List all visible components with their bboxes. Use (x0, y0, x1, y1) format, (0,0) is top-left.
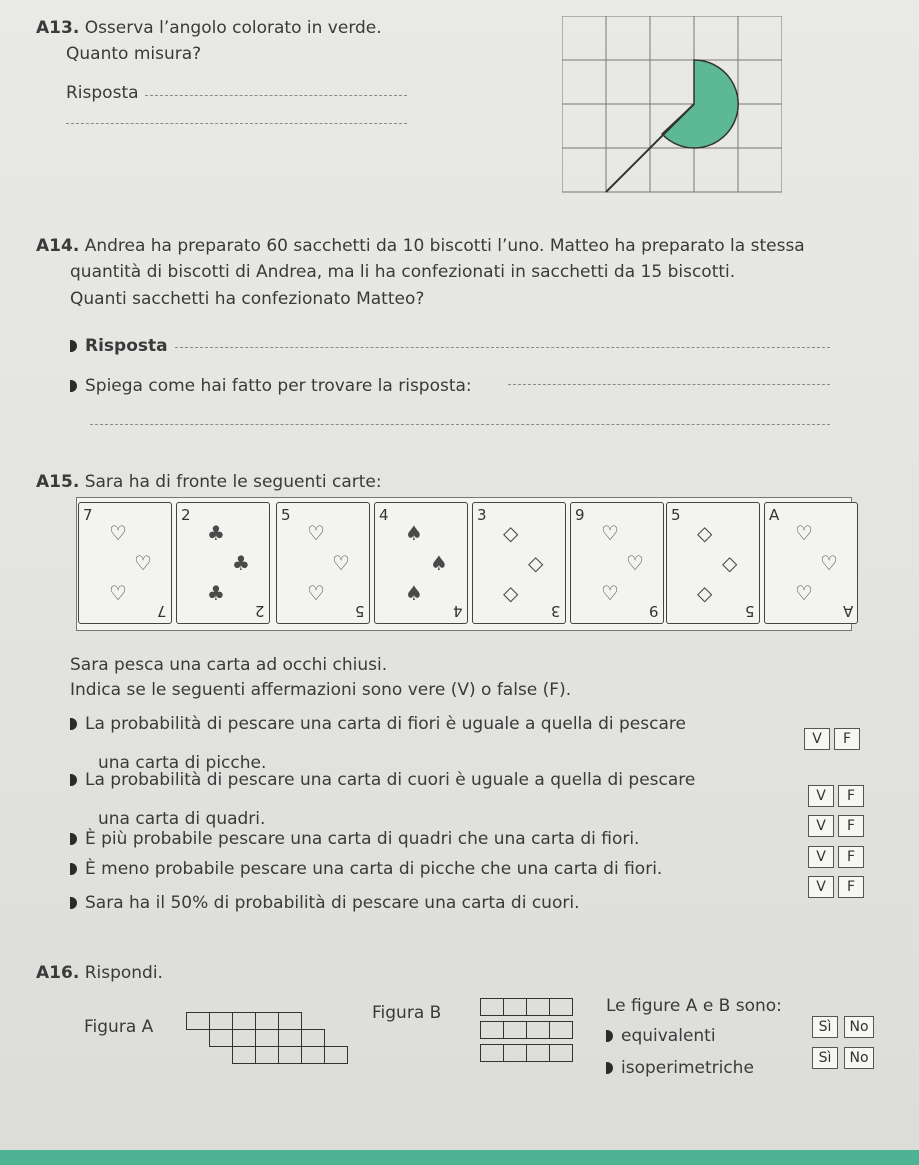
card-rank: 5 (281, 506, 291, 524)
option-1-no[interactable]: No (844, 1016, 874, 1038)
card-rank-bottom: 9 (649, 602, 659, 620)
card-suit-icon: ♠ (430, 551, 448, 575)
a16-option-1 (606, 1026, 716, 1046)
a13-text: Osserva l’angolo colorato in verde. (84, 18, 382, 38)
card-suit-icon: ♡ (795, 521, 813, 545)
card-rank-bottom: 7 (157, 602, 167, 620)
card-suit-icon: ♡ (601, 521, 619, 545)
statement-5-false[interactable]: F (838, 876, 864, 898)
a15-intro (36, 472, 382, 492)
a16-option-2 (606, 1058, 754, 1078)
statement-1-false[interactable]: F (834, 728, 860, 750)
a14-line-1 (36, 236, 805, 256)
card-suit-icon: ♡ (109, 521, 127, 545)
a14-text-1: Andrea ha preparato 60 sacchetti da 10 biscotti l’uno. Matteo ha preparato la stessa (84, 236, 805, 256)
card-suit-icon: ◇ (528, 551, 544, 575)
a14-number: A14. (36, 236, 80, 256)
bullet-icon (70, 340, 77, 352)
card-rank-bottom: 5 (745, 602, 755, 620)
a14-explain-line[interactable] (508, 384, 830, 385)
card-rank: 7 (83, 506, 93, 524)
bullet-icon (70, 833, 77, 845)
statement-4-false[interactable]: F (838, 846, 864, 868)
card-suit-icon: ◇ (697, 521, 713, 545)
card-suit-icon: ♡ (820, 551, 838, 575)
card-rank-bottom: 5 (355, 602, 365, 620)
a13-answer-line[interactable] (145, 95, 407, 96)
card-suit-icon: ♡ (109, 581, 127, 605)
a13-answer-line-2[interactable] (66, 123, 407, 124)
option-1-yes[interactable]: Sì (812, 1016, 838, 1038)
card-rank: 2 (181, 506, 191, 524)
a13-number: A13. (36, 18, 80, 38)
a16-title (36, 963, 163, 983)
card-rank: 4 (379, 506, 389, 524)
card-suit-icon: ♡ (601, 581, 619, 605)
statement-1-cont: una carta di picche. (98, 753, 267, 773)
a14-explain (70, 376, 472, 396)
card-rank-bottom: A (842, 602, 853, 620)
a13-question-2: Quanto misura? (66, 44, 202, 64)
a16-number: A16. (36, 963, 80, 983)
card-suit-icon: ♡ (307, 521, 325, 545)
card-rank: 9 (575, 506, 585, 524)
a14-explain-line-2[interactable] (90, 424, 830, 425)
playing-card (374, 502, 468, 624)
card-rank: A (769, 506, 780, 524)
statement-5-text: Sara ha il 50% di probabilità di pescare una carta di cuori. (85, 893, 580, 913)
statement-5 (70, 893, 579, 913)
playing-card (764, 502, 858, 624)
statement-2-text: La probabilità di pescare una carta di cuori è uguale a quella di pescare (85, 770, 696, 790)
playing-card (472, 502, 566, 624)
statement-4-true[interactable]: V (808, 846, 834, 868)
a14-line-3: Quanti sacchetti ha confezionato Matteo? (70, 289, 425, 309)
card-suit-icon: ♣ (207, 581, 225, 605)
a13-answer-label: Risposta (66, 83, 139, 103)
a15-intro-text: Sara ha di fronte le seguenti carte: (84, 472, 382, 492)
a14-answer-line[interactable] (175, 347, 830, 348)
card-suit-icon: ♣ (207, 521, 225, 545)
bullet-icon (70, 718, 77, 730)
card-suit-icon: ♣ (232, 551, 250, 575)
statement-4-text: È meno probabile pescare una carta di picche che una carta di fiori. (85, 859, 663, 879)
statement-1-true[interactable]: V (804, 728, 830, 750)
card-suit-icon: ◇ (503, 581, 519, 605)
a14-line-2: quantità di biscotti di Andrea, ma li ha confezionati in sacchetti da 15 biscotti. (70, 262, 736, 282)
bottom-accent-bar (0, 1150, 919, 1165)
a15-number: A15. (36, 472, 80, 492)
statement-3-text: È più probabile pescare una carta di quadri che una carta di fiori. (85, 829, 640, 849)
statement-2-false[interactable]: F (838, 785, 864, 807)
card-suit-icon: ♡ (307, 581, 325, 605)
a16-option-2-text: isoperimetriche (621, 1058, 754, 1078)
bullet-icon (70, 897, 77, 909)
statement-3 (70, 829, 639, 849)
bullet-icon (606, 1062, 613, 1074)
option-2-yes[interactable]: Sì (812, 1047, 838, 1069)
card-rank-bottom: 2 (255, 602, 265, 620)
a14-explain-label: Spiega come hai fatto per trovare la risposta: (85, 376, 472, 396)
playing-card (570, 502, 664, 624)
playing-card (78, 502, 172, 624)
statement-2-true[interactable]: V (808, 785, 834, 807)
a16-question: Le figure A e B sono: (606, 996, 782, 1016)
bullet-icon (70, 774, 77, 786)
statement-4 (70, 859, 662, 879)
a14-answer-label: Risposta (85, 336, 168, 356)
card-rank-bottom: 4 (453, 602, 463, 620)
statement-5-true[interactable]: V (808, 876, 834, 898)
statement-1-text: La probabilità di pescare una carta di fiori è uguale a quella di pescare (85, 714, 686, 734)
statement-2-cont: una carta di quadri. (98, 809, 266, 829)
option-2-no[interactable]: No (844, 1047, 874, 1069)
a16-option-1-text: equivalenti (621, 1026, 716, 1046)
card-suit-icon: ♠ (405, 521, 423, 545)
card-suit-icon: ♠ (405, 581, 423, 605)
a16-title-text: Rispondi. (84, 963, 163, 983)
card-suit-icon: ◇ (722, 551, 738, 575)
statement-2 (70, 770, 695, 790)
card-suit-icon: ♡ (332, 551, 350, 575)
playing-card (666, 502, 760, 624)
card-suit-icon: ◇ (503, 521, 519, 545)
card-suit-icon: ◇ (697, 581, 713, 605)
card-suit-icon: ♡ (626, 551, 644, 575)
playing-card (276, 502, 370, 624)
bullet-icon (606, 1030, 613, 1042)
figure-b-label: Figura B (372, 1003, 442, 1023)
card-suit-icon: ♡ (134, 551, 152, 575)
statement-3-false[interactable]: F (838, 815, 864, 837)
a15-draw: Sara pesca una carta ad occhi chiusi. (70, 655, 388, 675)
card-rank: 3 (477, 506, 487, 524)
card-rank: 5 (671, 506, 681, 524)
bullet-icon (70, 380, 77, 392)
a15-instruction: Indica se le seguenti affermazioni sono vere (V) o false (F). (70, 680, 572, 700)
statement-3-true[interactable]: V (808, 815, 834, 837)
angle-grid (562, 16, 782, 196)
card-suit-icon: ♡ (795, 581, 813, 605)
figure-a-label: Figura A (84, 1017, 154, 1037)
a14-answer (70, 336, 168, 356)
bullet-icon (70, 863, 77, 875)
a13-question (36, 18, 382, 38)
playing-card (176, 502, 270, 624)
statement-1 (70, 714, 686, 734)
card-rank-bottom: 3 (551, 602, 561, 620)
